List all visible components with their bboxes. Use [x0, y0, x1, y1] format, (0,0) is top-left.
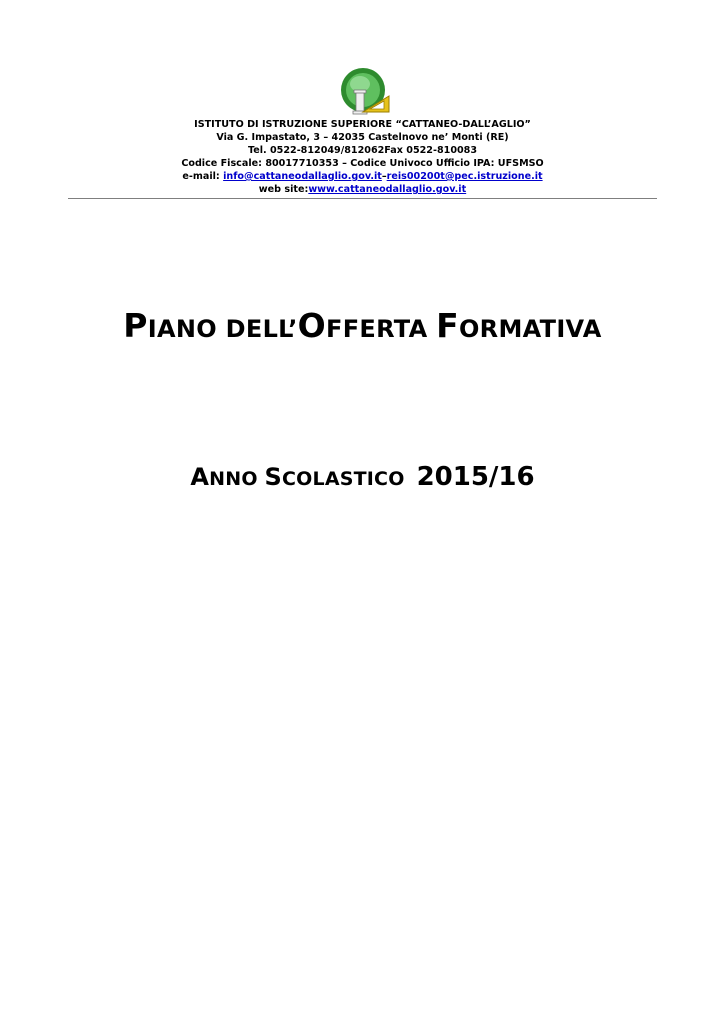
fiscal-code: Codice Fiscale: 80017710353 – Codice Univoco Ufficio IPA: UFSMSO — [181, 158, 544, 169]
school-logo-icon — [333, 66, 393, 118]
header-divider — [68, 198, 657, 199]
school-year-label: ANNO SCOLASTICO — [190, 463, 405, 491]
school-year — [0, 462, 725, 492]
website-link[interactable]: www.cattaneodallaglio.gov.it — [308, 184, 467, 195]
email-separator: – — [381, 171, 387, 182]
pec-link[interactable]: reis00200t@pec.istruzione.it — [386, 171, 543, 182]
document-title: PIANO DELL’OFFERTA FORMATIVA — [123, 306, 602, 345]
email-label: e-mail: — [182, 171, 224, 182]
email-link[interactable]: info@cattaneodallaglio.gov.it — [223, 171, 382, 182]
website-line — [0, 183, 725, 196]
email-line — [0, 170, 725, 183]
school-year-value: 2015/16 — [416, 462, 535, 492]
website-label: web site: — [258, 184, 309, 195]
phone-fax: Tel. 0522-812049/812062Fax 0522-810083 — [247, 145, 478, 156]
institute-name: ISTITUTO DI ISTRUZIONE SUPERIORE “CATTANEO-DALL’AGLIO” — [194, 119, 531, 130]
address: Via G. Impastato, 3 – 42035 Castelnovo ne’ Monti (RE) — [216, 132, 509, 143]
letterhead — [0, 66, 725, 196]
